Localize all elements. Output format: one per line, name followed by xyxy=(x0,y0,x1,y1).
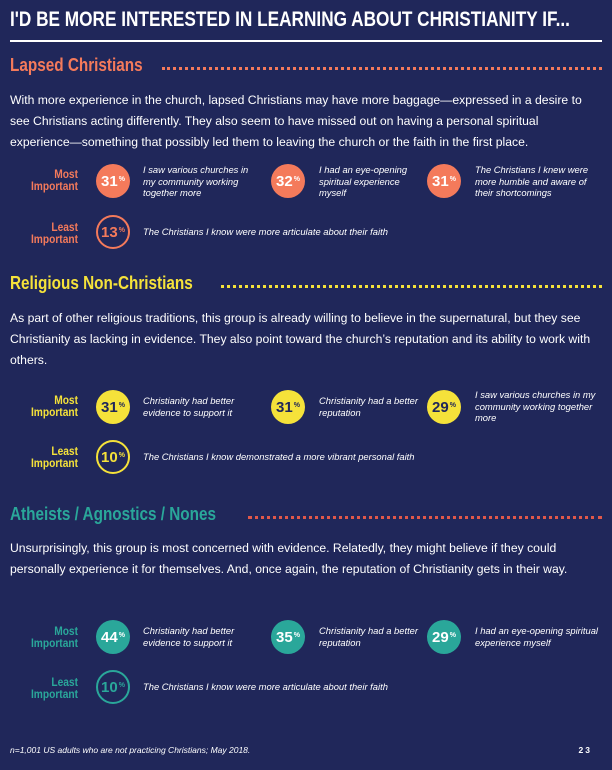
section-heading-atheists xyxy=(10,504,602,525)
stat-text: The Christians I know were more articulate about their faith xyxy=(143,226,388,237)
footnote: n=1,001 US adults who are not practicing Christians; May 2018. xyxy=(10,745,251,755)
section-title: Atheists / Agnostics / Nones xyxy=(10,504,217,524)
stat-text: Christianity had a better reputation xyxy=(319,395,419,418)
stat-circle: 44 % xyxy=(96,620,130,654)
stat-text: Christianity had a better reputation xyxy=(319,625,419,648)
stat-text: Christianity had better evidence to support it xyxy=(143,395,235,418)
title-divider xyxy=(10,40,602,42)
stat-circle: 29 % xyxy=(427,620,461,654)
stat-text: I saw various churches in my community working together more xyxy=(143,164,249,198)
stat-circle-outline: 10 % xyxy=(96,670,130,704)
section-heading-lapsed xyxy=(10,55,602,76)
stat-circle: 35 % xyxy=(271,620,305,654)
section-title: Religious Non-Christians xyxy=(10,273,193,293)
stat-circle: 29 % xyxy=(427,390,461,424)
page-title: I'D BE MORE INTERESTED IN LEARNING ABOUT CHRISTIANITY IF... xyxy=(10,8,570,31)
least-important-label: Least Important xyxy=(30,675,78,701)
stat-text: The Christians I knew were more humble and aware of their shortcomings xyxy=(475,164,589,198)
stat-text: The Christians I know demonstrated a more vibrant personal faith xyxy=(143,451,415,462)
most-important-label: Most Important xyxy=(30,167,78,193)
stat-circle: 31 % xyxy=(96,164,130,198)
stat-circle: 32 % xyxy=(271,164,305,198)
section-paragraph: Unsurprisingly, this group is most concerned with evidence. Relatedly, they might believe if they could personally experience it for themselves. And, once again, the reputation of Christianity gets in their way. xyxy=(10,541,568,576)
section-heading-religious xyxy=(10,273,602,294)
stat-circle-outline: 13 % xyxy=(96,215,130,249)
most-important-label: Most Important xyxy=(30,393,78,419)
most-important-label: Most Important xyxy=(30,624,78,650)
stat-circle: 31 % xyxy=(96,390,130,424)
section-paragraph: With more experience in the church, lapsed Christians may have more baggage—expressed in a desire to see Christians acting differently. They also seem to have missed out on having a personal spiritual experience—something that possibly led them to leaving the church or the faith in the first place. xyxy=(10,93,582,149)
stat-circle: 31 % xyxy=(427,164,461,198)
dotted-rule xyxy=(162,67,602,70)
stat-text: Christianity had better evidence to support it xyxy=(143,625,235,648)
stat-circle: 31 % xyxy=(271,390,305,424)
least-important-label: Least Important xyxy=(30,220,78,246)
least-important-label: Least Important xyxy=(30,444,78,470)
stat-circle-outline: 10 % xyxy=(96,440,130,474)
section-paragraph: As part of other religious traditions, this group is already willing to believe in the supernatural, but they see Christianity as lacking in evidence. They also point toward the church’s reputation and its ability to work with others. xyxy=(10,311,591,367)
section-title: Lapsed Christians xyxy=(10,55,143,75)
stat-text: I had an eye-opening spiritual experience myself xyxy=(319,164,408,198)
stat-text: The Christians I know were more articulate about their faith xyxy=(143,681,388,692)
dotted-rule xyxy=(248,516,602,519)
dotted-rule xyxy=(221,285,602,288)
stat-text: I had an eye-opening spiritual experience myself xyxy=(475,625,599,648)
stat-text: I saw various churches in my community working together more xyxy=(475,389,596,423)
page-number: 23 xyxy=(578,745,592,755)
